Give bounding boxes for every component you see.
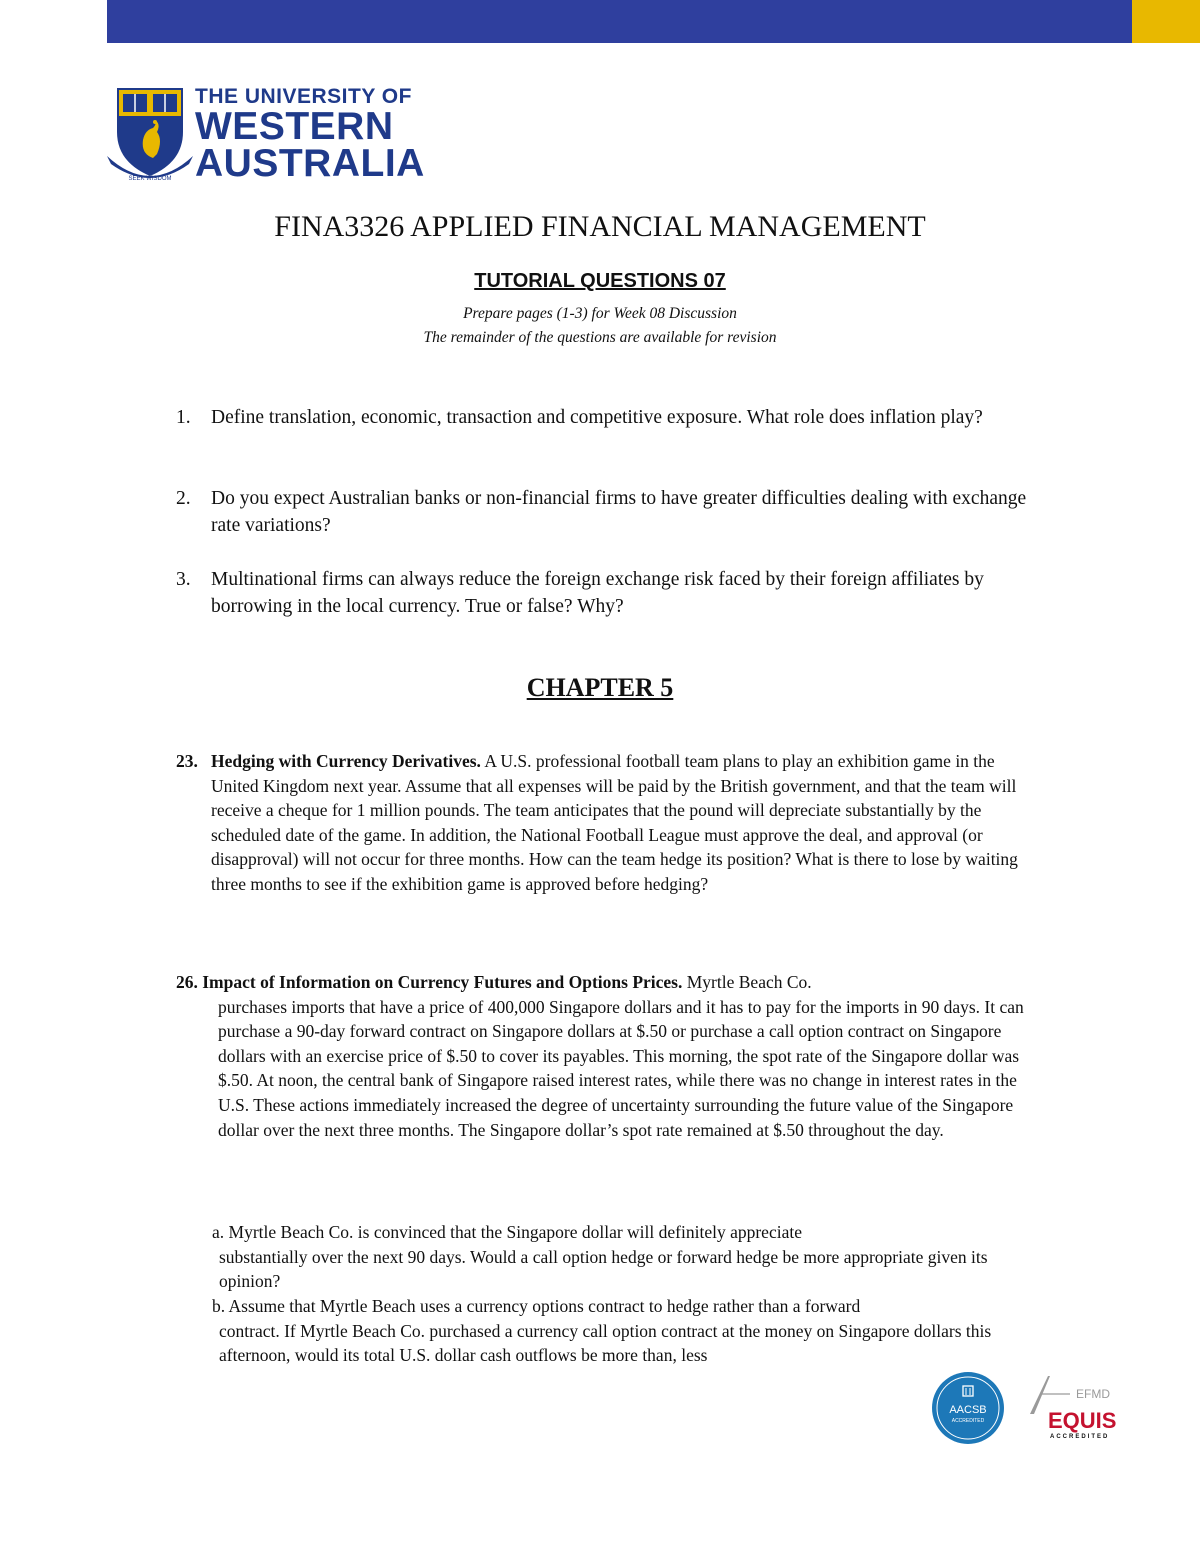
logo-line-1: THE UNIVERSITY OF: [195, 85, 412, 108]
uwa-wordmark: [195, 85, 425, 185]
logo-line-3: AUSTRALIA: [195, 142, 425, 185]
logo-line-2: WESTERN: [195, 105, 394, 148]
question-item: [176, 404, 1036, 431]
aacsb-accredited-badge: [931, 1371, 1005, 1445]
crest-motto: SEEK WISDOM: [128, 176, 172, 182]
question-heading: Hedging with Currency Derivatives.: [211, 751, 481, 771]
question-number: 26.: [176, 972, 198, 992]
prep-line-2: The remainder of the questions are available for revision: [423, 329, 777, 346]
question-text: Do you expect Australian banks or non-financial firms to have greater difficulties dealing with exchange rate variations?: [211, 488, 1027, 536]
question-text: Multinational firms can always reduce the foreign exchange risk faced by their foreign affiliates by borrowing in the local currency. True or false? Why?: [211, 569, 984, 617]
subquestion-first-line: Assume that Myrtle Beach uses a currency options contract to hedge rather than a forward: [228, 1296, 861, 1316]
question-heading: Impact of Information on Currency Futures and Options Prices.: [202, 972, 683, 992]
question-number: 1.: [176, 407, 191, 428]
subquestion-b: [212, 1294, 1042, 1368]
question-number: 23.: [176, 751, 198, 771]
subquestion-text: substantially over the next 90 days. Would a call option hedge or forward hedge be more appropriate given its opinion?: [219, 1246, 988, 1292]
aacsb-sub-text: ACCREDITED: [951, 1418, 985, 1424]
subquestion-a: [212, 1220, 1042, 1294]
header-band-blue: [107, 0, 1132, 43]
subquestion-text: contract. If Myrtle Beach Co. purchased a currency call option contract at the money on Singapore dollars this afternoon, would its total U.S. dollar cash outflows be more than, less: [219, 1320, 992, 1366]
subquestion-label: b.: [212, 1296, 226, 1316]
subquestion-first-line: Myrtle Beach Co. is convinced that the Singapore dollar will definitely appreciate: [228, 1222, 802, 1242]
equis-text: EQUIS: [1048, 1408, 1117, 1433]
prep-line-1: Prepare pages (1-3) for Week 08 Discussion: [463, 305, 737, 322]
header-band-gold: [1132, 0, 1200, 43]
question-23: [176, 749, 1036, 897]
chapter-heading: CHAPTER 5: [526, 673, 674, 702]
question-text: Define translation, economic, transaction and competitive exposure. What role does inflation play?: [211, 407, 983, 428]
equis-sub-text: ACCREDITED: [1050, 1434, 1110, 1440]
tutorial-title: TUTORIAL QUESTIONS 07: [474, 270, 726, 292]
question-26: [176, 970, 1036, 1142]
question-item: [176, 566, 1036, 620]
efmd-text: EFMD: [1076, 1387, 1110, 1401]
question-lead: Myrtle Beach Co.: [686, 972, 812, 992]
header-color-band: [107, 0, 1200, 43]
question-text: purchases imports that have a price of 400,000 Singapore dollars and it has to pay for the imports in 90 days. It can purchase a 90-day forward contract on Singapore dollars at $.50 or purchase a call option contract on Singapore dollars with an exercise price of $.50 to cover its payables. This morning, the spot rate of the Singapore dollar was $.50. At noon, the central bank of Singapore raised interest rates, while there was no change in interest rates in the U.S. These actions immediately increased the degree of uncertainty surrounding the future value of the Singapore dollar over the next three months. The Singapore dollar’s spot rate remained at $.50 throughout the day.: [218, 996, 1024, 1140]
aacsb-text: AACSB: [949, 1404, 987, 1416]
question-item: [176, 485, 1036, 539]
question-text: A U.S. professional football team plans to play an exhibition game in the United Kingdom next year. Assume that all expenses will be paid by the British government, and that the team will receive a cheque for 1 million pounds. The team anticipates that the pound will depreciate substantially by the scheduled date of the game. In addition, the National Football League must approve the deal, and approval (or disapproval) will not occur for three months. How can the team hedge its position? What is there to lose by waiting three months to see if the exhibition game is approved before hedging?: [211, 751, 1018, 894]
course-title: FINA3326 APPLIED FINANCIAL MANAGEMENT: [274, 210, 926, 243]
question-number: 3.: [176, 569, 191, 590]
efmd-equis-badge: [1024, 1372, 1124, 1442]
subquestion-label: a.: [212, 1222, 225, 1242]
question-number: 2.: [176, 488, 191, 509]
